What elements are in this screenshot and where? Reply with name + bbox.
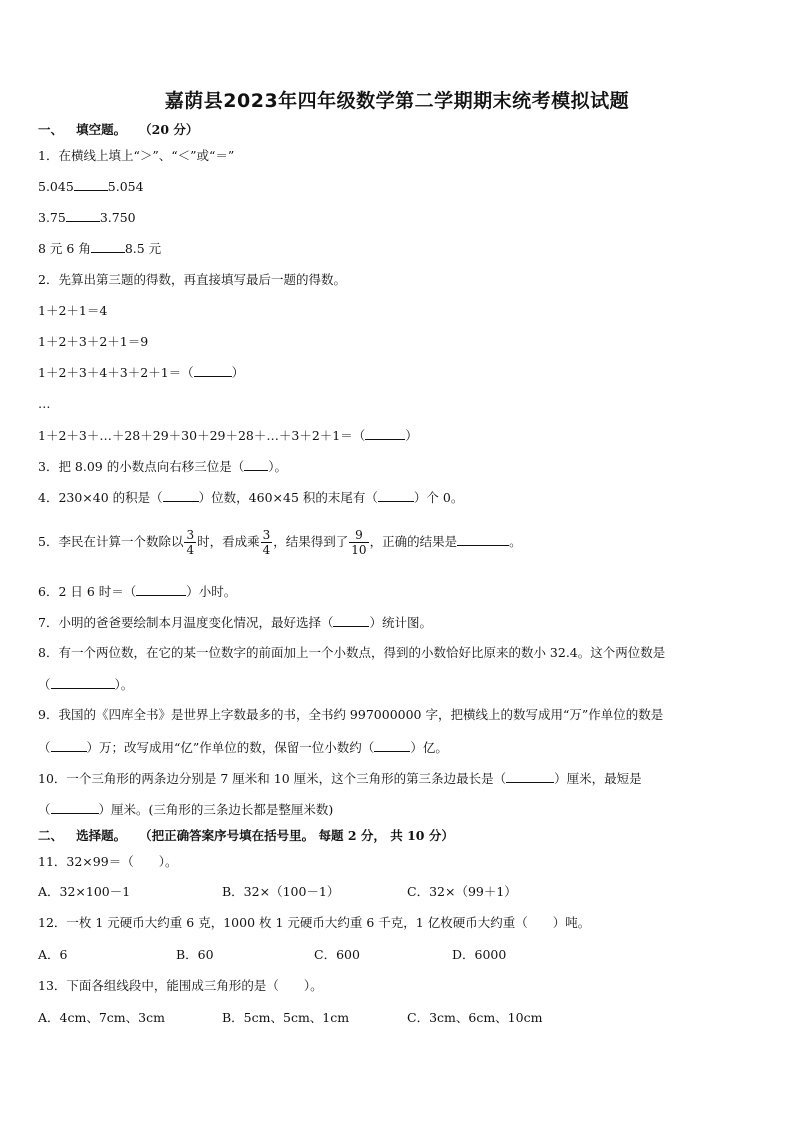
q8-l2-post: ）。 bbox=[114, 677, 134, 692]
q12-option-a[interactable]: A．6 bbox=[38, 947, 68, 962]
section-1-number: 一、 bbox=[38, 122, 64, 137]
q6-post: ）小时。 bbox=[186, 584, 237, 599]
q11-option-a[interactable]: A．32×100－1 bbox=[38, 884, 131, 899]
answer-blank[interactable] bbox=[74, 178, 108, 191]
q4-mid: ）位数，460×45 积的末尾有（ bbox=[198, 490, 378, 505]
q11-option-b[interactable]: B．32×（100－1） bbox=[222, 884, 340, 899]
fraction-numerator: 9 bbox=[355, 528, 363, 542]
q1-b-right: 3.750 bbox=[99, 210, 136, 225]
answer-blank[interactable] bbox=[51, 676, 115, 689]
q5-end: 。 bbox=[509, 534, 522, 549]
q5-mid1: 时，看成乘 bbox=[197, 534, 260, 549]
q13-option-a[interactable]: A．4cm、7cm、3cm bbox=[38, 1010, 165, 1025]
question-6 bbox=[38, 583, 236, 600]
q2-l3-text: 1＋2＋3＋4＋3＋2＋1＝（ bbox=[38, 365, 194, 380]
q1-c-right: 8.5 元 bbox=[124, 241, 162, 256]
q11-option-c[interactable]: C．32×（99＋1） bbox=[407, 884, 517, 899]
answer-blank[interactable] bbox=[51, 739, 87, 752]
question-8-line-1: 8．有一个两位数，在它的某一位数字的前面加上一个小数点，得到的小数恰好比原来的数小 32.4。这个两位数是 bbox=[38, 645, 666, 660]
q7-pre: 7．小明的爸爸要绘制本月温度变化情况，最好选择（ bbox=[38, 615, 334, 630]
page-title: 嘉荫县2023年四年级数学第二学期期末统考模拟试题 bbox=[164, 90, 630, 112]
q1-a-right: 5.054 bbox=[107, 179, 144, 194]
question-10-line-1 bbox=[38, 770, 642, 787]
q10-l2-post: ）厘米。(三角形的三条边长都是整厘米数) bbox=[98, 802, 334, 817]
question-2-line-1: 1＋2＋1＝4 bbox=[38, 303, 108, 318]
answer-blank[interactable] bbox=[163, 489, 199, 502]
answer-blank[interactable] bbox=[136, 583, 186, 596]
answer-blank[interactable] bbox=[51, 801, 99, 814]
q12-option-c[interactable]: C．600 bbox=[314, 947, 360, 962]
answer-blank[interactable] bbox=[244, 458, 268, 471]
section-1-header bbox=[38, 122, 198, 138]
section-2-name: 选择题。 bbox=[76, 828, 127, 843]
fraction-numerator: 3 bbox=[186, 528, 195, 542]
question-9-line-1: 9．我国的《四库全书》是世界上字数最多的书，全书约 997000000 字，把横线上的数写成用“万”作单位的数是 bbox=[38, 707, 664, 722]
q7-post: ）统计图。 bbox=[369, 615, 432, 630]
section-1-score: （20 分） bbox=[139, 122, 199, 137]
q9-l2-c: ）亿。 bbox=[410, 740, 448, 755]
question-1-item-c bbox=[38, 240, 161, 257]
q9-l2-b: ）万；改写成用“亿”作单位的数，保留一位小数约（ bbox=[86, 740, 375, 755]
q10-l1-pre: 10．一个三角形的两条边分别是 7 厘米和 10 厘米，这个三角形的第三条边最长是（ bbox=[38, 771, 507, 786]
question-2-line-5 bbox=[38, 427, 418, 444]
q12-option-b[interactable]: B．60 bbox=[176, 947, 214, 962]
answer-blank[interactable] bbox=[378, 489, 414, 502]
question-1-stem: 1．在横线上填上“＞”、“＜”或“＝” bbox=[38, 148, 235, 163]
fraction-3-4-b bbox=[261, 528, 273, 557]
q5-mid2: ，结果得到了 bbox=[273, 534, 349, 549]
q10-l2-pre: （ bbox=[38, 802, 51, 817]
question-8-line-2 bbox=[38, 676, 133, 693]
q5-pre: 5．李民在计算一个数除以 bbox=[38, 534, 184, 549]
question-1-item-b bbox=[38, 209, 136, 226]
question-10-line-2 bbox=[38, 801, 333, 818]
q12-option-d[interactable]: D．6000 bbox=[452, 947, 507, 962]
question-11-stem: 11．32×99＝（ ）。 bbox=[38, 854, 178, 869]
fraction-9-10 bbox=[349, 528, 368, 557]
question-9-line-2 bbox=[38, 739, 448, 756]
q6-pre: 6．2 日 6 时＝（ bbox=[38, 584, 137, 599]
fraction-denominator: 4 bbox=[262, 543, 271, 557]
answer-blank[interactable] bbox=[333, 614, 369, 627]
question-13-stem: 13．下面各组线段中，能围成三角形的是（ ）。 bbox=[38, 978, 323, 993]
answer-blank[interactable] bbox=[506, 770, 554, 783]
q13-option-c[interactable]: C．3cm、6cm、10cm bbox=[407, 1010, 543, 1025]
q5-post: ，正确的结果是 bbox=[369, 534, 458, 549]
question-2-line-3 bbox=[38, 364, 244, 381]
question-7 bbox=[38, 614, 432, 631]
answer-blank[interactable] bbox=[91, 240, 125, 253]
q4-post: ）个 0。 bbox=[413, 490, 464, 505]
question-4 bbox=[38, 489, 463, 506]
section-2-number: 二、 bbox=[38, 828, 64, 843]
q10-l1-post: ）厘米，最短是 bbox=[554, 771, 642, 786]
fraction-denominator: 10 bbox=[351, 543, 367, 557]
q3-pre: 3．把 8.09 的小数点向右移三位是（ bbox=[38, 459, 245, 474]
q2-l3-end: ） bbox=[231, 365, 245, 380]
q9-l2-a: （ bbox=[38, 740, 51, 755]
q1-a-left: 5.045 bbox=[38, 179, 74, 194]
fraction-denominator: 4 bbox=[186, 543, 195, 557]
question-5 bbox=[38, 523, 522, 561]
question-2-line-2: 1＋2＋3＋2＋1＝9 bbox=[38, 334, 149, 349]
answer-blank[interactable] bbox=[365, 427, 405, 440]
q2-l5-text: 1＋2＋3＋…＋28＋29＋30＋29＋28＋…＋3＋2＋1＝（ bbox=[38, 428, 366, 443]
q1-c-left: 8 元 6 角 bbox=[38, 241, 91, 256]
q1-b-left: 3.75 bbox=[38, 210, 66, 225]
q3-post: ）。 bbox=[268, 459, 287, 474]
answer-blank[interactable] bbox=[66, 209, 100, 222]
fraction-numerator: 3 bbox=[262, 528, 271, 542]
question-12-stem: 12．一枚 1 元硬币大约重 6 克，1000 枚 1 元硬币大约重 6 千克，1 亿枚硬币大约重（ ）吨。 bbox=[38, 915, 591, 930]
answer-blank[interactable] bbox=[457, 533, 509, 546]
q2-l5-end: ） bbox=[405, 428, 418, 443]
fraction-3-4 bbox=[184, 528, 196, 557]
q13-option-b[interactable]: B．5cm、5cm、1cm bbox=[222, 1010, 350, 1025]
answer-blank[interactable] bbox=[194, 364, 232, 377]
section-2-note: （把正确答案序号填在括号里。 每题 2 分， 共 10 分） bbox=[139, 828, 454, 843]
q8-l2-pre: （ bbox=[38, 677, 51, 692]
answer-blank[interactable] bbox=[374, 739, 410, 752]
question-2-stem: 2．先算出第三题的得数，再直接填写最后一题的得数。 bbox=[38, 272, 346, 287]
question-2-line-4: … bbox=[38, 396, 51, 411]
question-1-item-a bbox=[38, 178, 144, 195]
section-1-name: 填空题。 bbox=[76, 122, 127, 137]
question-3 bbox=[38, 458, 287, 475]
q4-pre: 4．230×40 的积是（ bbox=[38, 490, 163, 505]
section-2-header bbox=[38, 828, 454, 844]
